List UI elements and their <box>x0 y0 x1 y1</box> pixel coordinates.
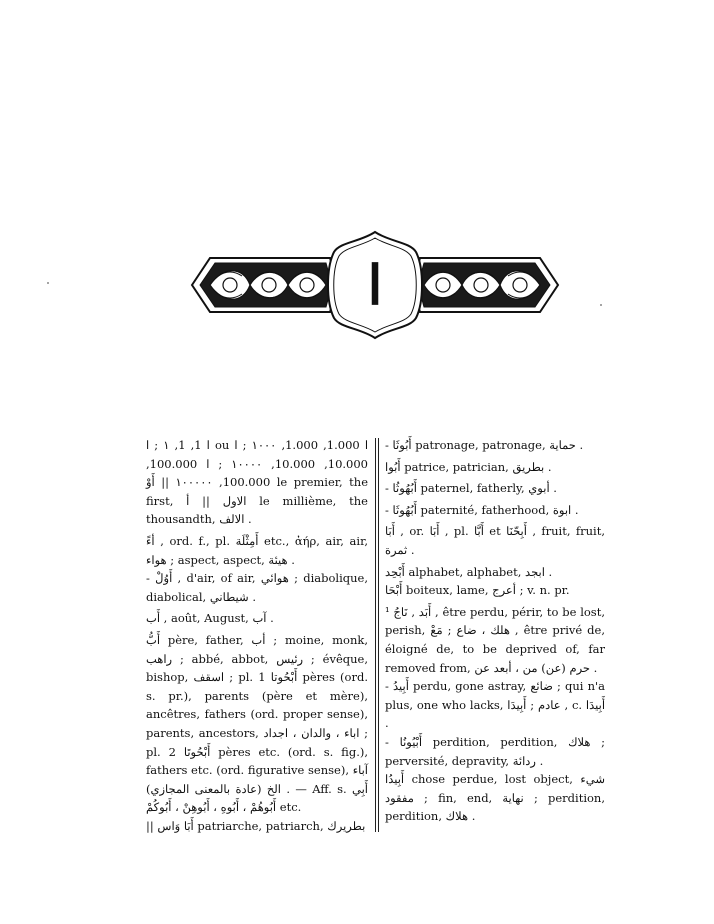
dictionary-entry: أَب , août, August, آب . <box>146 611 274 626</box>
dictionary-entry: || أَبَا وَاس patriarche, patriarch, بطريرك <box>146 818 366 833</box>
paper-speck <box>47 282 49 284</box>
dictionary-entry: أَبْحِد alphabet, alphabet, ابجد . <box>385 564 553 579</box>
dictionary-entry: أَبَا , or. أَبَا , pl. أَبَّا et أَبِحّنَا , fruit, fruit, ثمرة . <box>385 524 605 557</box>
column-divider <box>375 438 376 832</box>
ornament-letter: ا <box>367 253 383 317</box>
dictionary-entry: - أَبُوثَا patronage, patronage, حماية . <box>385 438 584 452</box>
right-column <box>385 436 605 826</box>
dictionary-entry: أءً , ord. f., pl. أَمِثْلَة etc., ἀήρ, air, air, هواء ; aspect, aspect, هيئة . <box>146 533 368 567</box>
header-ornament <box>188 228 562 342</box>
dictionary-entry: أَبْحَا boiteux, lame, أعرج ; v. n. pr. <box>385 583 570 598</box>
left-column <box>146 436 368 835</box>
dictionary-entry: - أَبُهُوثُا paternel, fatherly, أبوي . <box>385 481 557 496</box>
dictionary-entry: ¹ أَبَد , نَاجُ , être perdu, périr, to be lost, perish, هلك ، ضاع ; مَعْ , être privé de, éloigné de, to be deprived of, far removed from, حرم (عن) من ، أبعد عن . <box>385 604 606 675</box>
dictionary-entry: - أَبِيدُ perdu, gone astray, ضائع ; qui n'a plus, one who lacks, عادم ; أَبِيدَا , c. أَبِيدَا . <box>385 679 606 731</box>
right-arabesque-band <box>412 258 558 312</box>
dictionary-entry: - أَوُلْ , d'air, of air, هوائي ; diabolique, diabolical, شيطاني . <box>146 571 369 604</box>
dictionary-entry: أَبِيدُا chose perdue, lost object, شيء مفقود ; fin, end, نهاية ; perdition, perdition, هلاك . <box>385 772 605 824</box>
dictionary-entry: - أَبُهُوثَا paternité, fatherhood, ابوة . <box>385 502 579 517</box>
left-arabesque-band <box>192 258 338 312</box>
column-divider-inner <box>378 438 379 832</box>
paper-speck <box>600 304 602 306</box>
dictionary-entry: أَبُّ père, father, أب ; moine, monk, راهب ; abbé, abbot, رئيس ; évêque, bishop, اسقف ; pl. 1 أَبْحُوتا pères (ord. s. pr.), parents (père et mère), ancêtres, fathers (ord. proper sense), parents, ancestors, اباء ، والدان ، اجداد ; pl. 2 أَبْحُوتَا pères etc. (ord. s. fig.), fathers etc. (ord. figurative sense), آباء الخ (عادة بالمعنى المجازي) . — Aff. s. أَبِي أَبُوهُمْ ، أَبُوهِ ، أَبُوهِنْ ، أَبُوكُمْ etc. <box>146 632 369 815</box>
dictionary-entry: أَبُوا patrice, patrician, بطريق . <box>385 459 552 474</box>
dictionary-entry: - أَبْيُونُا perdition, perdition, هلاك ; perversité, depravity, ردائة . <box>385 734 606 768</box>
dictionary-entry: ا 1, 1, ١ ; ا ou ا 1.000, 1.000, ١٠٠٠ ; ا 10.000, 10.000, ١٠٠٠٠ ; ا 100.000, 100.000, ١٠٠٠٠٠ || أَوْ le premier, the first, الاول || أ le millième, the thousandth, الالف . <box>146 438 369 527</box>
central-medallion <box>328 232 422 338</box>
